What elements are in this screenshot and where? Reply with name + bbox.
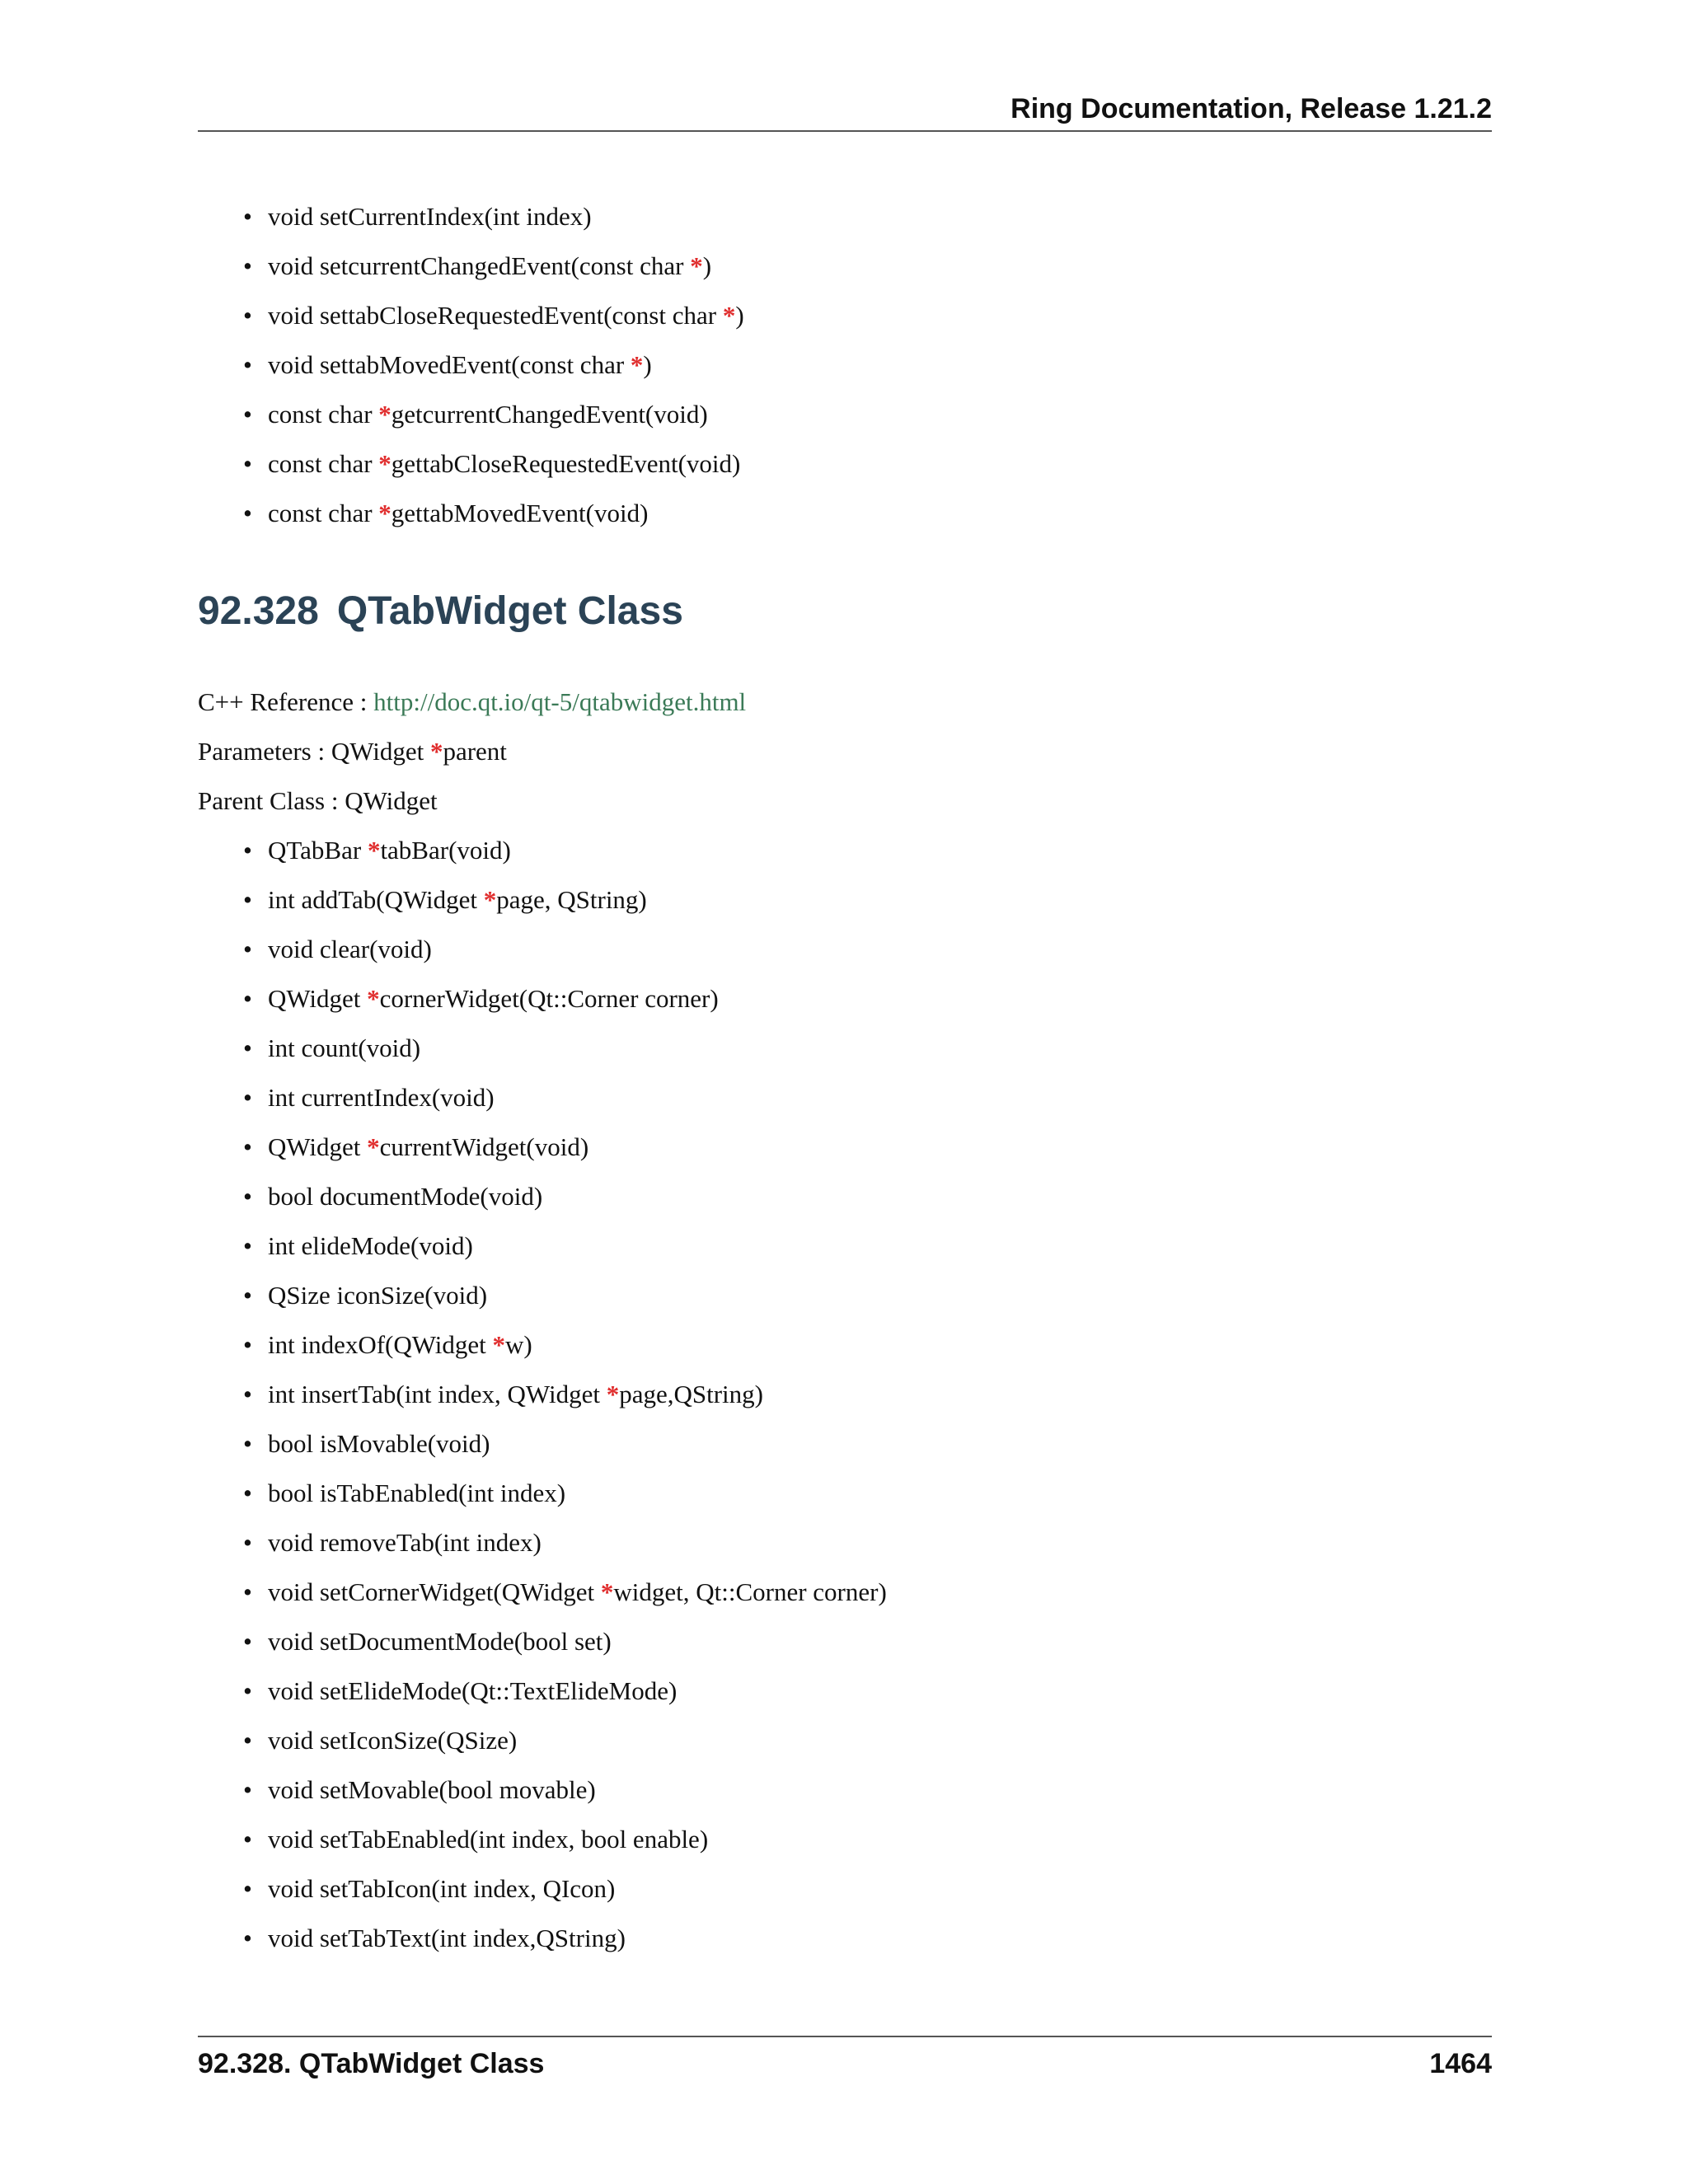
method-signature-part: QSize iconSize(void) bbox=[268, 1281, 488, 1310]
method-signature-part: bool isMovable(void) bbox=[268, 1429, 490, 1458]
method-signature-part: int indexOf(QWidget bbox=[268, 1330, 493, 1359]
method-signature-part: void setTabIcon(int index, QIcon) bbox=[268, 1874, 616, 1903]
method-signature-part: bool isTabEnabled(int index) bbox=[268, 1479, 566, 1507]
bullet-icon: • bbox=[243, 1825, 252, 1854]
method-signature-part: bool documentMode(void) bbox=[268, 1182, 543, 1211]
bullet-icon: • bbox=[243, 1083, 252, 1112]
bullet-icon: • bbox=[243, 1627, 252, 1656]
list-item bbox=[243, 340, 1479, 390]
page-header bbox=[198, 92, 1492, 132]
method-signature-part: page, QString) bbox=[496, 885, 647, 914]
list-item bbox=[243, 1073, 1479, 1122]
method-signature-part: int addTab(QWidget bbox=[268, 885, 484, 914]
pointer-star: * bbox=[600, 1577, 614, 1606]
list-item bbox=[243, 1518, 1479, 1568]
method-signature-part: void setDocumentMode(bool set) bbox=[268, 1627, 612, 1656]
method-signature-part: void settabCloseRequestedEvent(const char bbox=[268, 301, 723, 330]
method-signature-part: void setTabEnabled(int index, bool enable) bbox=[268, 1825, 709, 1854]
pointer-star: * bbox=[483, 885, 497, 914]
list-item bbox=[243, 1221, 1479, 1271]
method-signature-part: ) bbox=[643, 350, 652, 379]
bullet-icon: • bbox=[243, 984, 252, 1013]
pointer-star: * bbox=[367, 836, 381, 865]
method-signature-part: const char bbox=[268, 449, 379, 478]
cpp-reference-link[interactable]: http://doc.qt.io/qt-5/qtabwidget.html bbox=[373, 687, 747, 716]
method-signature-part: ) bbox=[702, 251, 712, 280]
pointer-star: * bbox=[378, 499, 392, 527]
list-item bbox=[243, 875, 1479, 925]
method-signature-part: gettabMovedEvent(void) bbox=[391, 499, 649, 527]
section-title-text: QTabWidget Class bbox=[336, 589, 683, 633]
list-item bbox=[243, 1370, 1479, 1419]
parent-class-line: Parent Class : QWidget bbox=[198, 786, 438, 815]
page-number: 1464 bbox=[1429, 2048, 1492, 2079]
list-item bbox=[243, 1024, 1479, 1073]
method-signature-part: void clear(void) bbox=[268, 935, 432, 963]
pointer-star: * bbox=[367, 1132, 380, 1161]
list-item bbox=[243, 1568, 1479, 1617]
list-item bbox=[243, 439, 1479, 489]
pointer-star: * bbox=[722, 301, 736, 330]
method-signature-part: void setcurrentChangedEvent(const char bbox=[268, 251, 691, 280]
method-signature-part: QWidget bbox=[268, 1132, 368, 1161]
list-item bbox=[243, 1122, 1479, 1172]
bullet-icon: • bbox=[243, 499, 252, 527]
list-item bbox=[243, 390, 1479, 439]
method-signature-part: w) bbox=[505, 1330, 532, 1359]
method-signature-part: void setCornerWidget(QWidget bbox=[268, 1577, 601, 1606]
bullet-icon: • bbox=[243, 1726, 252, 1755]
list-item bbox=[243, 1172, 1479, 1221]
method-signature-part: widget, Qt::Corner corner) bbox=[613, 1577, 887, 1606]
bullet-icon: • bbox=[243, 1577, 252, 1606]
list-item bbox=[243, 1864, 1479, 1914]
method-signature-part: void setElideMode(Qt::TextElideMode) bbox=[268, 1676, 678, 1705]
list-item bbox=[243, 1716, 1479, 1765]
list-item bbox=[243, 291, 1479, 340]
bullet-icon: • bbox=[243, 885, 252, 914]
cpp-reference-label: C++ Reference : bbox=[198, 687, 374, 716]
bullet-icon: • bbox=[243, 1874, 252, 1903]
list-item bbox=[243, 489, 1479, 538]
method-signature-part: const char bbox=[268, 400, 379, 429]
bullet-icon: • bbox=[243, 1182, 252, 1211]
cpp-reference-line bbox=[198, 677, 746, 727]
bullet-icon: • bbox=[243, 935, 252, 963]
method-signature-part: cornerWidget(Qt::Corner corner) bbox=[379, 984, 719, 1013]
bullet-icon: • bbox=[243, 1033, 252, 1062]
bullet-icon: • bbox=[243, 301, 252, 330]
section-heading bbox=[198, 587, 683, 636]
method-signature-part: QTabBar bbox=[268, 836, 368, 865]
pointer-star: * bbox=[378, 449, 392, 478]
list-item bbox=[243, 925, 1479, 974]
bullet-icon: • bbox=[243, 1330, 252, 1359]
list-item bbox=[243, 1419, 1479, 1469]
list-item bbox=[243, 1914, 1479, 1963]
method-signature-part: int elideMode(void) bbox=[268, 1231, 473, 1260]
method-list-qtabwidget bbox=[243, 826, 1479, 1963]
pointer-star: * bbox=[690, 251, 703, 280]
list-item bbox=[243, 1765, 1479, 1815]
method-signature-part: QWidget bbox=[268, 984, 368, 1013]
bullet-icon: • bbox=[243, 202, 252, 231]
footer-section-ref: 92.328. QTabWidget Class bbox=[198, 2048, 545, 2079]
method-signature-part: int currentIndex(void) bbox=[268, 1083, 495, 1112]
bullet-icon: • bbox=[243, 1528, 252, 1557]
parameters-line bbox=[198, 727, 507, 776]
page-footer bbox=[198, 2036, 1492, 2087]
list-item bbox=[243, 192, 1479, 241]
bullet-icon: • bbox=[243, 400, 252, 429]
pointer-star: * bbox=[492, 1330, 506, 1359]
list-item bbox=[243, 1666, 1479, 1716]
bullet-icon: • bbox=[243, 1380, 252, 1408]
list-item bbox=[243, 1617, 1479, 1666]
bullet-icon: • bbox=[243, 449, 252, 478]
bullet-icon: • bbox=[243, 1775, 252, 1804]
pointer-star: * bbox=[367, 984, 380, 1013]
method-signature-part: tabBar(void) bbox=[380, 836, 511, 865]
list-item bbox=[243, 1271, 1479, 1320]
method-signature-part: gettabCloseRequestedEvent(void) bbox=[391, 449, 741, 478]
list-item bbox=[243, 1815, 1479, 1864]
section-number: 92.328 bbox=[198, 589, 319, 633]
method-signature-part: int count(void) bbox=[268, 1033, 421, 1062]
parameters-value: parent bbox=[443, 737, 507, 766]
method-signature-part: page,QString) bbox=[619, 1380, 763, 1408]
method-signature-part: void settabMovedEvent(const char bbox=[268, 350, 631, 379]
parameters-label: Parameters : QWidget bbox=[198, 737, 430, 766]
bullet-icon: • bbox=[243, 1281, 252, 1310]
method-list-previous-class bbox=[243, 192, 1479, 538]
pointer-star: * bbox=[630, 350, 644, 379]
method-signature-part: ) bbox=[735, 301, 744, 330]
method-signature-part: void setCurrentIndex(int index) bbox=[268, 202, 592, 231]
list-item bbox=[243, 974, 1479, 1024]
list-item bbox=[243, 826, 1479, 875]
bullet-icon: • bbox=[243, 1676, 252, 1705]
bullet-icon: • bbox=[243, 1924, 252, 1952]
method-signature-part: int insertTab(int index, QWidget bbox=[268, 1380, 607, 1408]
bullet-icon: • bbox=[243, 1429, 252, 1458]
method-signature-part: const char bbox=[268, 499, 379, 527]
bullet-icon: • bbox=[243, 1479, 252, 1507]
list-item bbox=[243, 1469, 1479, 1518]
pointer-star: * bbox=[429, 737, 443, 766]
bullet-icon: • bbox=[243, 350, 252, 379]
document-title: Ring Documentation, Release 1.21.2 bbox=[1010, 93, 1492, 124]
method-signature-part: void setTabText(int index,QString) bbox=[268, 1924, 626, 1952]
list-item bbox=[243, 241, 1479, 291]
pointer-star: * bbox=[378, 400, 392, 429]
bullet-icon: • bbox=[243, 836, 252, 865]
method-signature-part: void removeTab(int index) bbox=[268, 1528, 542, 1557]
bullet-icon: • bbox=[243, 1132, 252, 1161]
bullet-icon: • bbox=[243, 251, 252, 280]
list-item bbox=[243, 1320, 1479, 1370]
method-signature-part: void setMovable(bool movable) bbox=[268, 1775, 596, 1804]
method-signature-part: getcurrentChangedEvent(void) bbox=[391, 400, 708, 429]
bullet-icon: • bbox=[243, 1231, 252, 1260]
method-signature-part: void setIconSize(QSize) bbox=[268, 1726, 518, 1755]
pointer-star: * bbox=[606, 1380, 620, 1408]
method-signature-part: currentWidget(void) bbox=[379, 1132, 589, 1161]
